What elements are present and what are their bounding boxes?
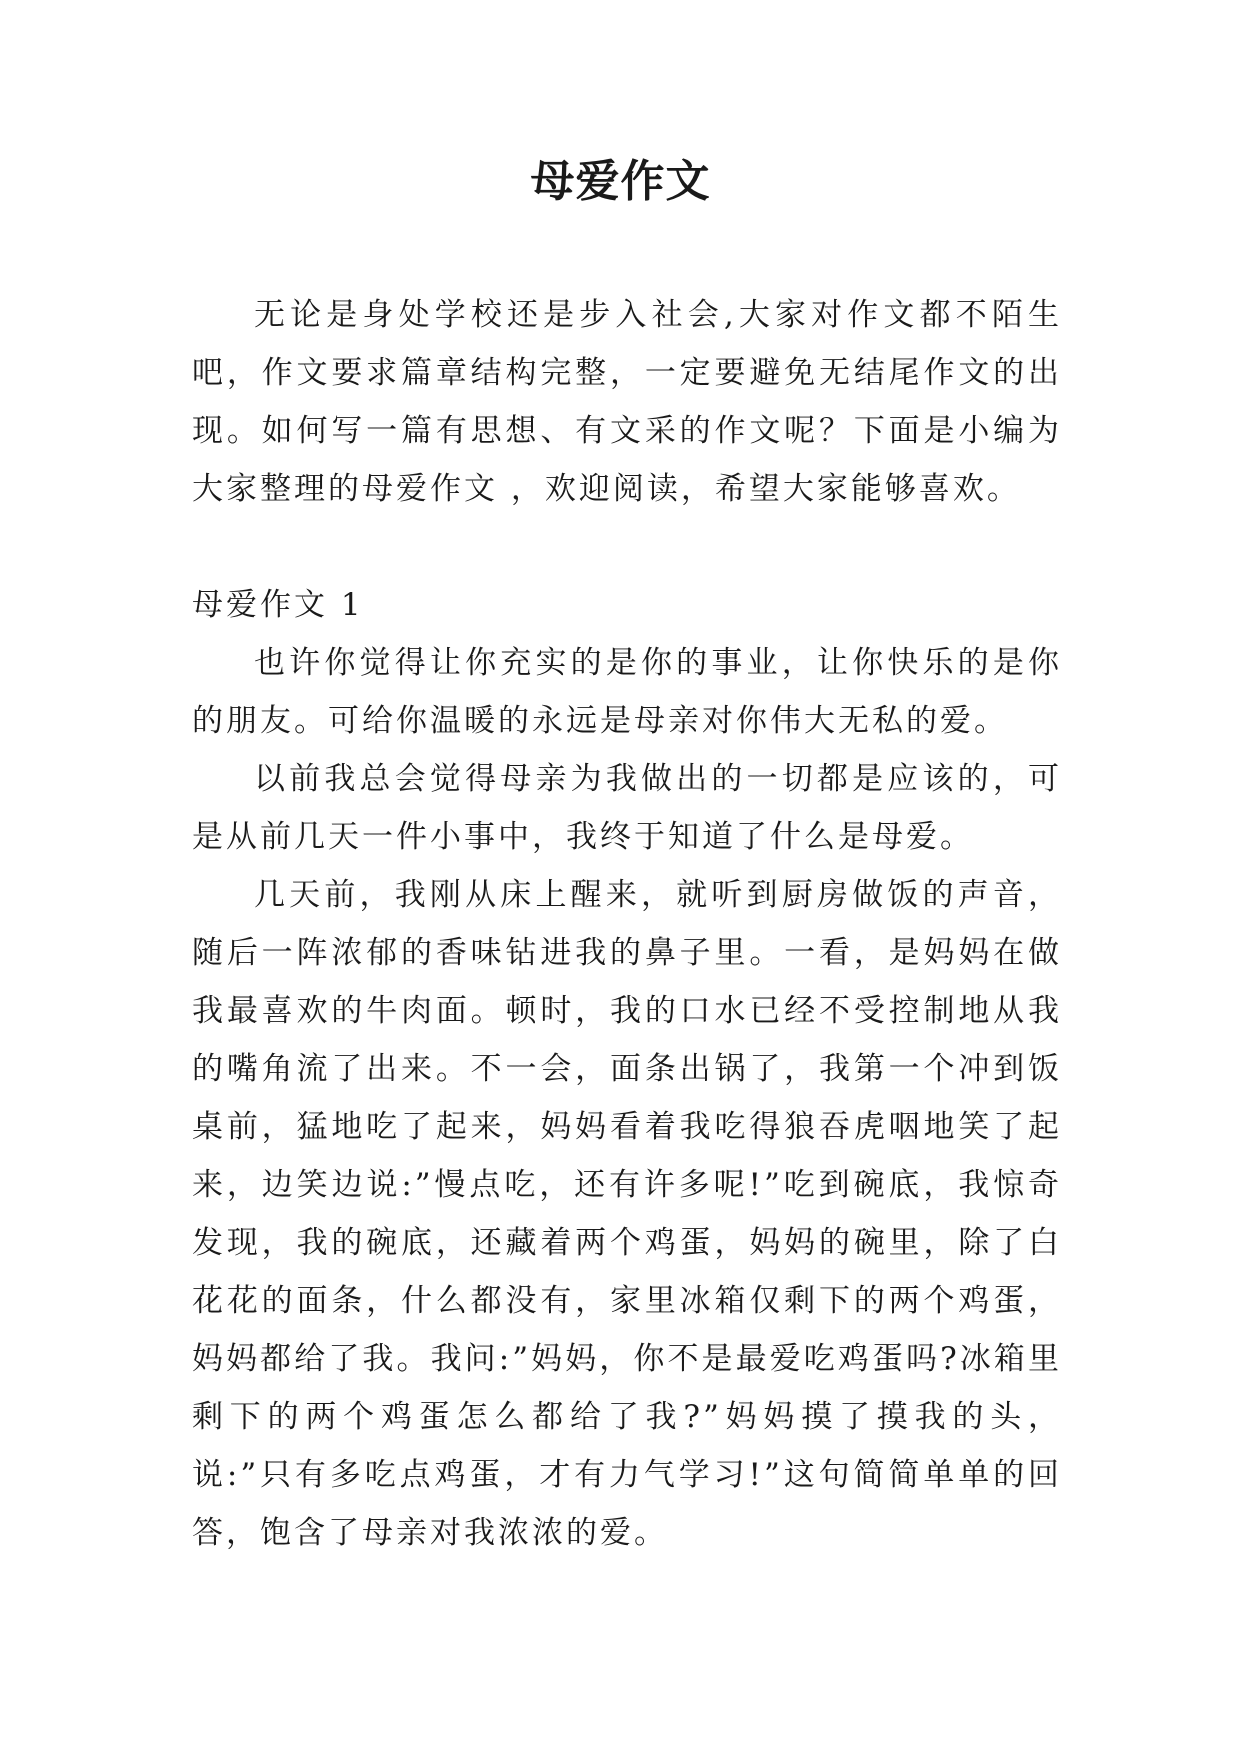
document-title: 母爱作文 xyxy=(530,156,711,207)
section-heading: 母爱作文 1 xyxy=(192,587,364,623)
document-body xyxy=(192,286,1062,1562)
body-paragraph-2: 以前我总会觉得母亲为我做出的一切都是应该的，可是从前几天一件小事中，我终于知道了什么是母爱。 xyxy=(192,761,1062,855)
body-paragraph-1: 也许你觉得让你充实的是你的事业，让你快乐的是你的朋友。可给你温暖的永远是母亲对你伟大无私的爱。 xyxy=(192,645,1062,739)
body-paragraph-3: 几天前，我刚从床上醒来，就听到厨房做饭的声音，随后一阵浓郁的香味钻进我的鼻子里。一看，是妈妈在做我最喜欢的牛肉面。顿时，我的口水已经不受控制地从我的嘴角流了出来。不一会，面条出锅了，我第一个冲到饭桌前，猛地吃了起来，妈妈看着我吃得狼吞虎咽地笑了起来，边笑边说:”慢点吃，还有许多呢!”吃到碗底，我惊奇发现，我的碗底，还藏着两个鸡蛋，妈妈的碗里，除了白花花的面条，什么都没有，家里冰箱仅剩下的两个鸡蛋，妈妈都给了我。我问:”妈妈，你不是最爱吃鸡蛋吗?冰箱里剩下的两个鸡蛋怎么都给了我?”妈妈摸了摸我的头，说:”只有多吃点鸡蛋，才有力气学习!”这句简简单单的回答，饱含了母亲对我浓浓的爱。 xyxy=(192,877,1062,1551)
intro-paragraph: 无论是身处学校还是步入社会,大家对作文都不陌生吧，作文要求篇章结构完整，一定要避免无结尾作文的出现。如何写一篇有思想、有文采的作文呢？下面是小编为大家整理的母爱作文 ，欢迎阅读，希望大家能够喜欢。 xyxy=(192,297,1062,507)
